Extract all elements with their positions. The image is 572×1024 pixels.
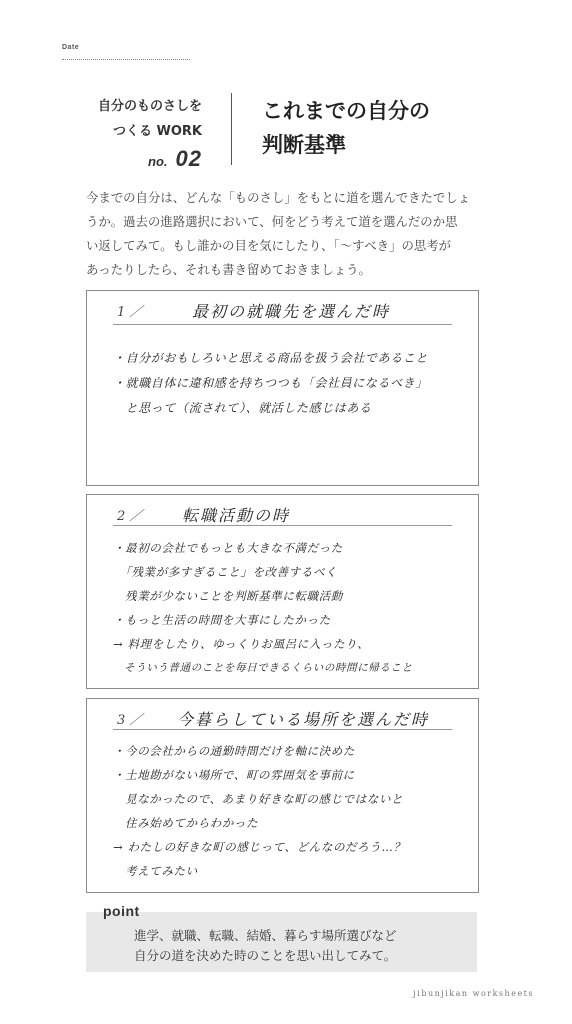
card-title-underline <box>113 324 452 325</box>
card-title: 今暮らしている場所を選んだ時 <box>177 710 430 729</box>
handwritten-note: ・もっと生活の時間を大事にしたかった <box>113 613 331 627</box>
date-field-line <box>62 59 190 60</box>
footer-brand: jibunjikan worksheets <box>413 989 534 998</box>
page-title-line-2: 判断基準 <box>262 133 346 157</box>
handwritten-note: → 料理をしたり、ゆっくりお風呂に入ったり、 <box>113 637 370 651</box>
card-number: 3 ／ <box>117 713 143 728</box>
handwritten-note: 「残業が多すぎること」を改善するべく <box>113 565 338 579</box>
card-number: 2 ／ <box>117 509 143 524</box>
worksheet-card-2 <box>86 494 479 689</box>
handwritten-note: ・就職自体に違和感を持ちつつも「会社員になるべき」 <box>113 376 428 390</box>
handwritten-note: 住み始めてからわかった <box>113 816 259 830</box>
handwritten-note: 見なかったので、あまり好きな町の感じではないと <box>113 792 404 806</box>
card-notes <box>113 739 464 883</box>
card-number: 1 ／ <box>117 305 143 320</box>
card-notes <box>113 346 464 421</box>
handwritten-note: ・最初の会社でもっとも大きな不満だった <box>113 541 343 555</box>
handwritten-note: ・土地勘がない場所で、町の雰囲気を事前に <box>113 768 355 782</box>
handwritten-note: → わたしの好きな町の感じって、どんなのだろう…？ <box>113 840 406 854</box>
handwritten-note: と思って（流されて）、就活した感じはある <box>113 401 372 415</box>
header-divider <box>231 93 232 165</box>
handwritten-note: そういう普通のことを毎日できるくらいの時間に帰ること <box>113 662 413 674</box>
date-label: Date <box>62 44 80 51</box>
handwritten-note: 残業が少ないことを判断基準に転職活動 <box>113 589 343 603</box>
card-title-underline <box>113 525 452 526</box>
card-title: 転職活動の時 <box>182 506 291 525</box>
work-number <box>62 146 202 172</box>
handwritten-note: ・今の会社からの通勤時間だけを軸に決めた <box>113 744 355 758</box>
intro-text: 今までの自分は、どんな「ものさし」をもとに道を選んできたでしょ うか。過去の進路選択において、何をどう考えて道を選んだのか思 い返してみて。もし誰かの目を気にしたり、「〜すべき」の思考が あったりしたら、それも書き留めておきましょう。 <box>86 190 471 277</box>
card-title-underline <box>113 729 452 730</box>
work-number-value: 02 <box>175 146 202 171</box>
series-label <box>62 94 202 172</box>
worksheet-card-1 <box>86 290 479 486</box>
page-title <box>262 94 522 162</box>
handwritten-note: 考えてみたい <box>113 864 198 878</box>
card-title: 最初の就職先を選んだ時 <box>192 302 391 321</box>
page-title-line-1: これまでの自分の <box>262 99 430 123</box>
series-line-2: つくる WORK <box>112 124 202 139</box>
worksheet-card-3 <box>86 698 479 893</box>
card-notes <box>113 536 464 680</box>
point-box <box>86 912 477 972</box>
point-label: point <box>103 903 140 919</box>
point-text: 進学、就職、転職、結婚、暮らす場所選びなど 自分の道を決めた時のことを思い出してみて。 <box>134 928 397 963</box>
series-line-1: 自分のものさしを <box>97 99 202 114</box>
work-number-prefix: no. <box>148 154 168 169</box>
handwritten-note: ・自分がおもしろいと思える商品を扱う会社であること <box>113 351 429 365</box>
